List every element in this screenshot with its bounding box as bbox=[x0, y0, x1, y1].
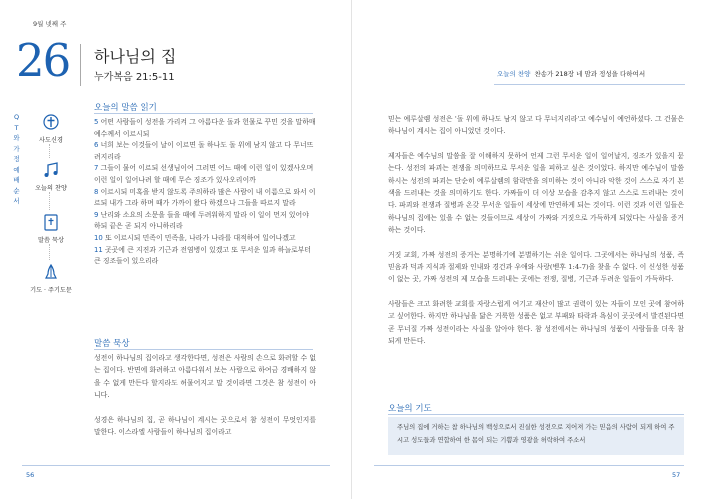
page-number-right: 57 bbox=[672, 471, 681, 479]
step-label: 말씀 묵상 bbox=[38, 237, 64, 244]
todays-song-line bbox=[497, 69, 645, 78]
verse-number: 10 bbox=[94, 233, 103, 242]
page-number-left: 56 bbox=[26, 471, 35, 479]
prayer-heading: 오늘의 기도 bbox=[388, 404, 432, 414]
qt-order-vertical-label: QT와 가정예배 순서 bbox=[13, 113, 20, 205]
day-number: 26 bbox=[16, 34, 70, 87]
prayer-icon bbox=[41, 262, 61, 282]
bible-icon bbox=[41, 212, 61, 232]
verse bbox=[94, 233, 316, 245]
verse bbox=[94, 163, 316, 186]
paragraph: 믿는 예루살렘 성전은 '돌 위에 하나도 남지 않고 다 무너지리라'고 예수님이 예언하셨다. 그 건물은 하나님이 계시는 집이 아니었던 것이다. bbox=[388, 115, 684, 136]
footer-rule bbox=[22, 465, 330, 466]
reading-rule bbox=[94, 113, 313, 114]
prayer-rule bbox=[388, 414, 684, 415]
paragraph: 성전이 하나님의 집이라고 생각한다면, 성전은 사람의 손으로 화려할 수 없는 집이다. 반면에 화려하고 아름다워서 보는 사람으로 하여금 경배하지 않을 수 없게 만든다 할지라도 허물어지고 말 것이라면 그것은 참 성전이 아니다. bbox=[94, 354, 316, 400]
verse-number: 7 bbox=[94, 164, 99, 173]
footer-rule bbox=[374, 465, 684, 466]
paragraph: 제자들은 예수님의 말씀을 잘 이해하지 못하여 언제 그런 무서운 일이 일어날지, 징조가 있을지 묻는다. 성전의 파괴는 전쟁을 의미하므로 무서운 일을 피하고 싶은 것이었다. 하지만 예수님이 말씀하시는 성전의 파괴는 단순히 예루살렘의 함락만을 의미하는 것이 아니라 악한 것이 스스로 자기 본색을 드러내는 것을 의미하기도 한다. 가짜들이 더 이상 모습을 감추지 않고 스스로 드러내는 것이다. 파괴와 전쟁과 질병과 온갖 무서운 일들이 세상에 만연하게 되는 것이다. 이런 것과 이런 일들은 하나님의 집에는 있을 수 없는 것들이므로 세상이 가짜와 거짓으로 가득하게 되었다는 사실을 증거하는 것이다. bbox=[388, 151, 684, 235]
step-todays-song bbox=[26, 160, 76, 192]
step-meditation bbox=[26, 212, 76, 244]
step-label: 사도신경 bbox=[39, 137, 63, 144]
verse-number: 11 bbox=[94, 245, 103, 254]
paragraph: 사람들은 크고 화려한 교회를 자랑스럽게 여기고 재산이 많고 권력이 있는 자들이 모인 곳에 참여하고 싶어한다. 하지만 하나님을 닮은 거룩한 성품은 없고 부패와 타락과 욕심이 곳곳에서 발견된다면 곧 무너질 가짜 성전이라는 사실을 알아야 한다. 참 성전에서는 하나님의 성품이 사람들을 더욱 참되게 만든다. bbox=[388, 299, 684, 346]
week-label: 9월 넷째 주 bbox=[33, 20, 67, 28]
verse-number: 8 bbox=[94, 187, 99, 196]
header-divider bbox=[80, 44, 81, 86]
verse bbox=[94, 140, 316, 163]
meditation-rule bbox=[94, 349, 313, 350]
verse-text: 너희 보는 이것들이 날이 이르면 돌 하나도 돌 위에 남지 않고 다 무너뜨려지리라 bbox=[94, 141, 314, 161]
verse-text: 또 이르시되 민족이 민족을, 나라가 나라를 대적하여 일어나겠고 bbox=[104, 233, 296, 242]
page-title: 하나님의 집 bbox=[94, 47, 177, 66]
verse bbox=[94, 210, 316, 233]
meditation-heading: 말씀 묵상 bbox=[94, 339, 130, 349]
paragraph: 거짓 교회, 가짜 성전의 증거는 분명하기에 분별하기는 쉬운 일이다. 그곳에서는 하나님의 성품, 즉믿음과 덕과 지식과 절제와 인내와 경건과 우애와 사랑(벧후 1:4-7)을 찾을 수 없다. 이 신성한 성품이 없는 곳, 가짜 성전의 제 모습을 드러내는 곳에는 전쟁, 질병, 기근과 두려운 일들이 가득하다. bbox=[388, 250, 684, 284]
step-connector bbox=[49, 244, 50, 260]
praise-text: 찬송가 218장 네 맘과 정성을 다하여서 bbox=[534, 70, 646, 78]
verse bbox=[94, 245, 316, 268]
praise-rule bbox=[494, 84, 685, 85]
commentary-body bbox=[388, 113, 684, 360]
verse-text: 곳곳에 큰 지진과 기근과 전염병이 있겠고 또 무서운 일과 하늘로부터 큰 징조들이 있으리라 bbox=[94, 245, 312, 266]
step-connector bbox=[49, 192, 50, 210]
verse bbox=[94, 187, 316, 210]
paragraph: 성경은 하나님의 집, 곧 하나님이 계시는 곳으로서 참 성전이 무엇인지를 말한다. 이스라엘 사람들이 하나님의 집이라고 bbox=[94, 415, 316, 437]
verse bbox=[94, 117, 316, 140]
verse-text: 이르시되 미혹을 받지 않도록 주의하라 많은 사람이 내 이름으로 와서 이르되 내가 그라 하며 때가 가까이 왔다 하겠으나 그들을 따르지 말라 bbox=[94, 187, 316, 208]
song-icon bbox=[41, 160, 61, 180]
praise-label: 오늘의 찬양 bbox=[497, 70, 531, 78]
verse-number: 9 bbox=[94, 210, 99, 219]
step-apostles-creed bbox=[26, 112, 76, 144]
prayer-box: 주님의 집에 거하는 참 하나님의 백성으로서 진실한 성전으로 지어져 가는 믿음의 사람이 되게 하여 주시고 성도들과 연합하여 한 몸이 되는 기쁨과 영광을 허락하여 주소서 bbox=[388, 417, 684, 455]
reading-heading: 오늘의 말씀 읽기 bbox=[94, 103, 157, 113]
apostles-creed-icon bbox=[41, 112, 61, 132]
verse-text: 어떤 사람들이 성전을 가리켜 그 아름다운 돌과 헌물로 꾸민 것을 말하매 예수께서 이르시되 bbox=[94, 118, 316, 138]
step-label: 오늘의 찬양 bbox=[35, 185, 67, 192]
verse-text: 난리와 소요의 소문을 들을 때에 두려워하지 말라 이 일이 먼저 있어야 하되 끝은 곧 되지 아니하리라 bbox=[94, 210, 309, 231]
step-label: 기도 · 주기도문 bbox=[30, 287, 72, 294]
verse-text: 그들이 물어 이르되 선생님이여 그러면 어느 때에 이런 일이 있겠사오며 이런 일이 일어나려 할 때에 무슨 징조가 있사오리이까 bbox=[94, 164, 314, 184]
scripture-verses bbox=[94, 117, 316, 268]
verse-number: 6 bbox=[94, 141, 99, 150]
verse-number: 5 bbox=[94, 118, 99, 126]
meditation-body bbox=[94, 352, 316, 450]
scripture-passage: 누가복음 21:5-11 bbox=[94, 72, 175, 83]
step-prayer bbox=[26, 262, 76, 294]
step-connector bbox=[49, 144, 50, 158]
